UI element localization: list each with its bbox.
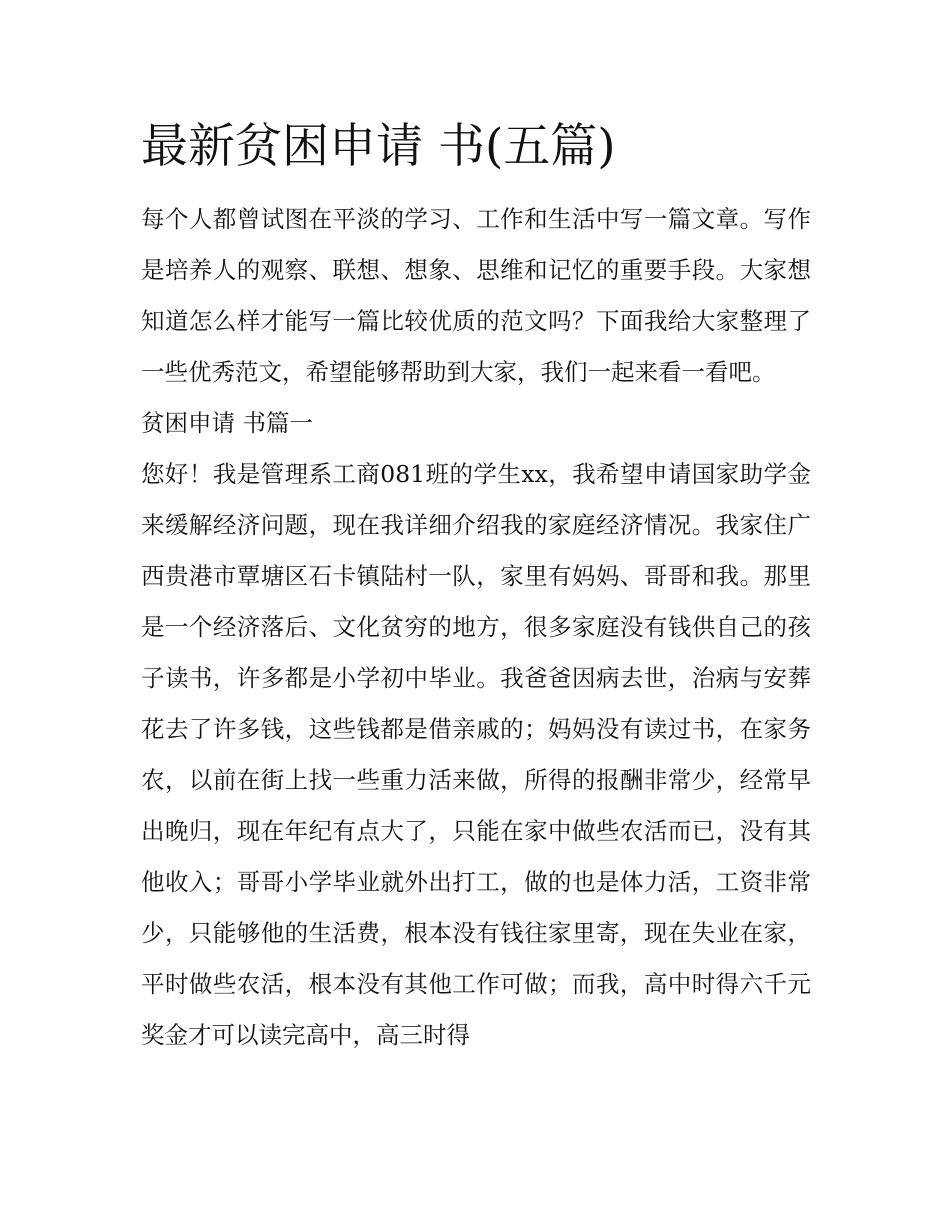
document-content xyxy=(141,112,811,1061)
section-heading: 贫困申请 书篇一 xyxy=(141,409,313,437)
body-paragraph: 您好！我是管理系工商081班的学生xx，我希望申请国家助学金来缓解经济问题，现在我详细介绍我的家庭经济情况。我家住广西贵港市覃塘区石卡镇陆村一队，家里有妈妈、哥哥和我。那里是一个经济落后、文化贫穷的地方，很多家庭没有钱供自己的孩子读书，许多都是小学初中毕业。我爸爸因病去世，治病与安葬花去了许多钱，这些钱都是借亲戚的；妈妈没有读过书，在家务农，以前在街上找一些重力活来做，所得的报酬非常少，经常早出晚归，现在年纪有点大了，只能在家中做些农活而已，没有其他收入；哥哥小学毕业就外出打工，做的也是体力活，工资非常少，只能够他的生活费，根本没有钱往家里寄，现在失业在家，平时做些农活，根本没有其他工作可做；而我，高中时得六千元奖金才可以读完高中，高三时得 xyxy=(141,460,811,1049)
intro-paragraph: 每个人都曾试图在平淡的学习、工作和生活中写一篇文章。写作是培养人的观察、联想、想象、思维和记忆的重要手段。大家想知道怎么样才能写一篇比较优质的范文吗？下面我给大家整理了一些优秀范文，希望能够帮助到大家，我们一起来看一看吧。 xyxy=(141,205,811,386)
document-title: 最新贫困申请 书(五篇) xyxy=(141,119,616,174)
